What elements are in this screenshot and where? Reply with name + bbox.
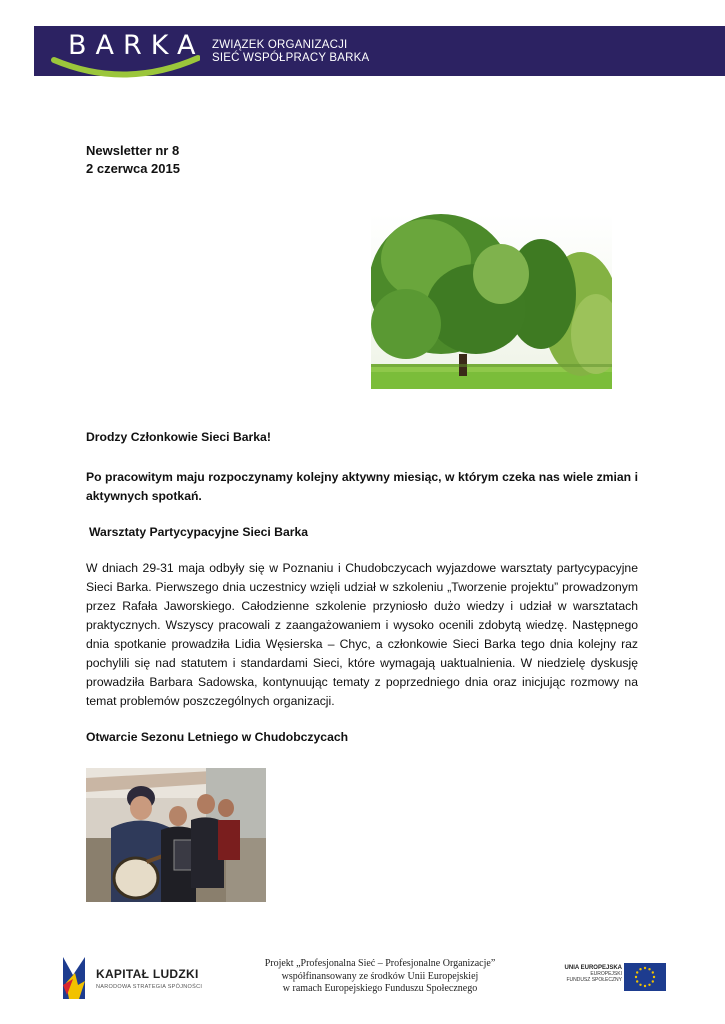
project-credit xyxy=(246,958,514,996)
greeting: Drodzy Członkowie Sieci Barka! xyxy=(86,430,271,444)
eu-flag-icon xyxy=(624,963,666,991)
newsletter-date: 2 czerwca 2015 xyxy=(86,161,180,176)
barka-logo-text: BARKA xyxy=(68,30,205,61)
header-banner xyxy=(34,26,725,76)
org-name-line1: ZWIĄZEK ORGANIZACJI xyxy=(212,39,348,51)
kapital-ludzki-subtitle: NARODOWA STRATEGIA SPÓJNOŚCI xyxy=(96,984,203,990)
intro-paragraph: Po pracowitym maju rozpoczynamy kolejny aktywny miesiąc, w którym czeka nas wiele zmian i aktywnych spotkań. xyxy=(86,470,638,503)
newsletter-number: Newsletter nr 8 xyxy=(86,143,180,158)
barka-logo-arc xyxy=(50,54,200,82)
newsletter-body xyxy=(86,428,638,747)
eu-line3: FUNDUSZ SPOŁECZNY xyxy=(566,977,622,983)
band-photo xyxy=(86,768,266,902)
section-text-workshops: W dniach 29-31 maja odbyły się w Poznaniu i Chudobczycach wyjazdowe warsztaty partycypacyjne Sieci Barka. Pierwszego dnia uczestnicy wzięli udział w szkoleniu „Tworzenie projektu” prowadzonym przez Rafała Jaworskiego. Całodzienne szkolenie przyniosło dużo wiedzy i udział w warsztatach praktycznych. Wszyscy pracowali z zaangażowaniem i wysoko ocenili zdobytą wiedzę. Następnego dnia spotkanie prowadziła Lidia Węsierska – Chyc, a członkowie Sieci Barka tego dnia kolejny raz pochylili się nad statutem i standardami Sieci, które wymagają uaktualnienia. W niedzielę dyskusję prowadziła Barbara Sadowska, kontynuując tematy z poprzedniego dnia oraz inicjując rozmowy na temat problemów poszczególnych organizacji. xyxy=(86,561,638,708)
org-name-line2: SIEĆ WSPÓŁPRACY BARKA xyxy=(212,52,370,64)
project-line3: w ramach Europejskiego Funduszu Społecznego xyxy=(282,983,478,994)
section-heading-workshops: Warsztaty Partycypacyjne Sieci Barka xyxy=(89,525,309,539)
project-line2: współfinansowany ze środków Unii Europejskiej xyxy=(281,970,479,982)
eu-text xyxy=(560,965,622,983)
eu-line2: EUROPEJSKI xyxy=(590,971,622,977)
project-line1: Projekt „Profesjonalna Sieć – Profesjonalne Organizacje” xyxy=(264,958,496,969)
kapital-ludzki-title: KAPITAŁ LUDZKI xyxy=(96,967,199,981)
section-heading-summer: Otwarcie Sezonu Letniego w Chudobczycach xyxy=(86,730,349,744)
tree-photo xyxy=(371,214,612,389)
newsletter-heading xyxy=(86,142,180,178)
eu-line1: UNIA EUROPEJSKA xyxy=(564,965,622,971)
